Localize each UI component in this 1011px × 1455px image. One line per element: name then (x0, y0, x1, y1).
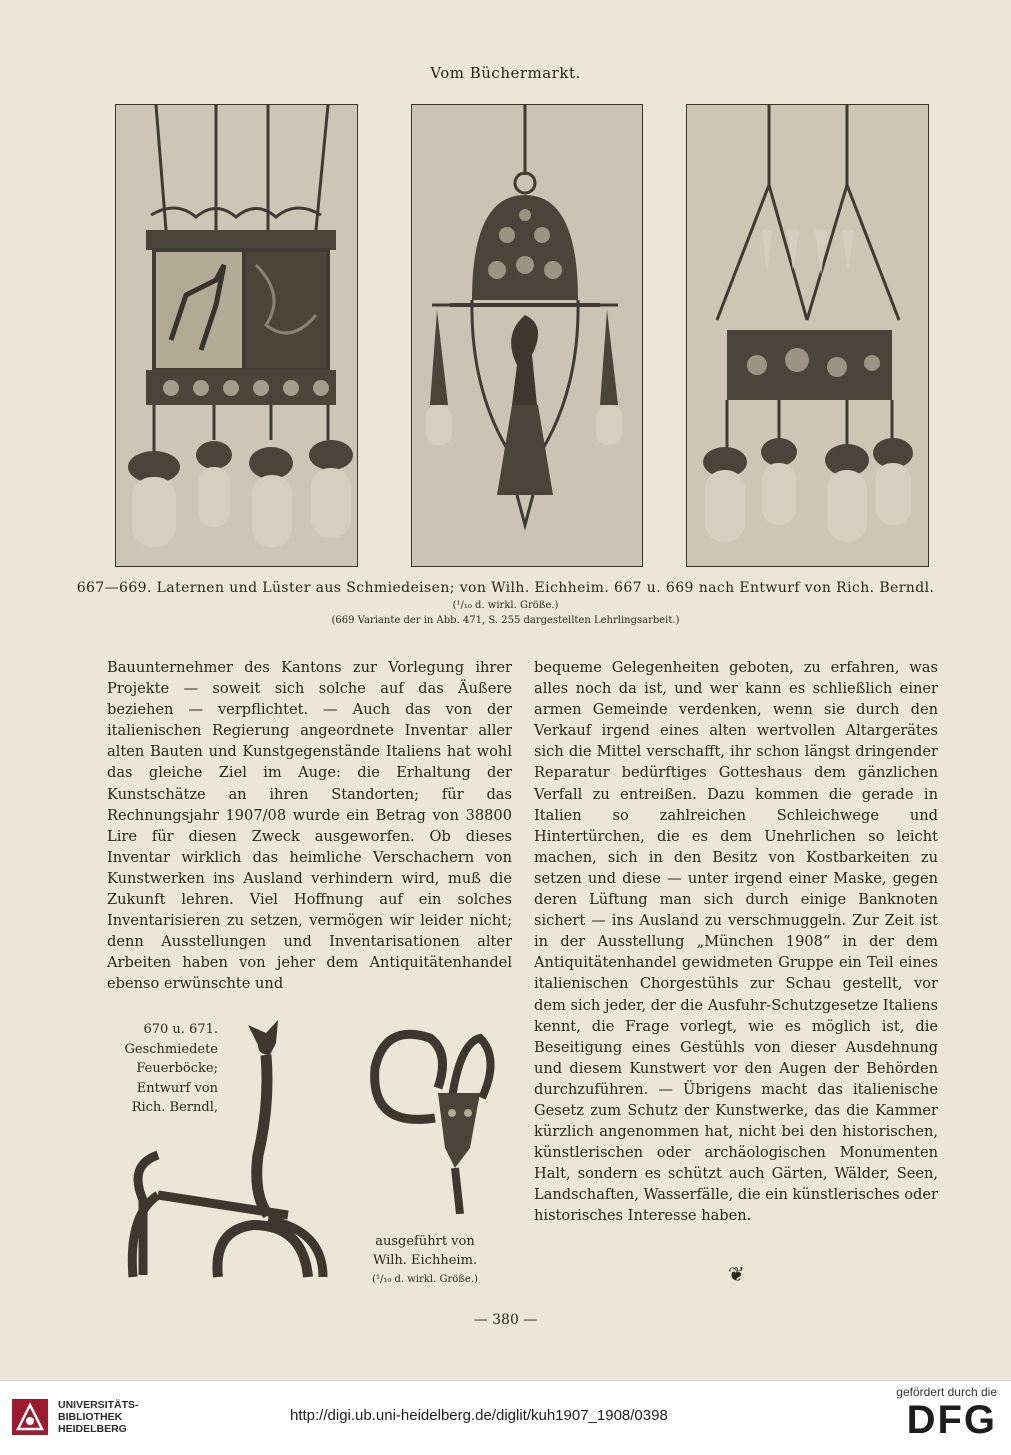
figure-caption-scale: (¹/₁₀ d. wirkl. Größe.) (452, 600, 559, 611)
text-column-right (534, 657, 938, 1227)
caption-line: 670 u. 671. (143, 1022, 218, 1037)
plate-668-pendant (411, 104, 643, 567)
permalink-url[interactable]: http://digi.ub.uni-heidelberg.de/diglit/kuh1907_1908/0398 (290, 1407, 668, 1424)
library-name-line: UNIVERSITÄTS- (58, 1399, 139, 1411)
andiron-rooster-670-icon (118, 1015, 333, 1287)
caption-line: ausgeführt von (375, 1234, 475, 1249)
library-name-line: HEIDELBERG (58, 1423, 127, 1435)
footer-bar (0, 1380, 1011, 1455)
plate-667-lantern (115, 104, 358, 567)
caption-line: Feuerböcke; (136, 1061, 218, 1076)
andiron-ibex-671-icon (360, 1018, 510, 1214)
funding-label: gefördert durch die (896, 1385, 997, 1399)
pendant-lamp-668-icon (412, 105, 642, 566)
fleuron-ornament: ❦ (728, 1262, 745, 1286)
caption-line: Rich. Berndl, (131, 1100, 218, 1115)
paragraph: Bauunternehmer des Kantons zur Vorlegung ihrer Projekte — soweit sich solche auf das Äußere beziehen — verpflichtet. — Auch das von der italienischen Regierung angeordnete Inventar aller alten Bauten und Kunstgegenstände Italiens hat wohl das gleiche Ziel im Auge: die Erhaltung der Kunstschätze an ihren Standorten; für das Rechnungsjahr 1907/08 wurde ein Betrag von 38800 Lire für diesen Zweck ausgeworfen. Ob dieses Inventar wirklich das heimliche Verschachern von Kunstwerken ins Ausland verhindern wird, muß die Zukunft lehren. Viel Hoffnung auf ein solches Inventarisieren zu setzen, vermögen wir leider nicht; denn Ausstellungen und Inventarisationen alter Arbeiten haben von jeher dem Antiquitätenhandel ebenso erwünschte und (107, 659, 512, 993)
figure-caption-main: 667—669. Laternen und Lüster aus Schmiedeisen; von Wilh. Eichheim. 667 u. 669 nach Entwurf von Rich. Berndl. (76, 580, 935, 596)
library-name-line: BIBLIOTHEK (58, 1411, 123, 1423)
figure-caption-note: (669 Variante der in Abb. 471, S. 255 dargestellten Lehrlingsarbeit.) (331, 615, 680, 626)
andiron-671-figure (360, 1018, 510, 1214)
caption-line: Wilh. Eichheim. (372, 1253, 478, 1268)
running-head: Vom Büchermarkt. (430, 64, 581, 82)
university-seal-icon (10, 1397, 50, 1437)
plate-669-chandelier (686, 104, 929, 567)
caption-line: (¹/₁₀ d. wirkl. Größe.) (372, 1274, 478, 1285)
funding-notice[interactable] (896, 1385, 997, 1441)
executed-by-caption (340, 1232, 510, 1289)
text-column-left (107, 657, 512, 995)
lantern-667-icon (116, 105, 357, 566)
caption-line: Geschmiedete (124, 1041, 218, 1057)
dfg-logo: DFG (906, 1398, 997, 1442)
library-name (58, 1399, 139, 1435)
caption-line: Entwurf von (136, 1080, 218, 1096)
chandelier-669-icon (687, 105, 928, 566)
paragraph: bequeme Gelegenheiten geboten, zu erfahren, was alles noch da ist, und wer kann es schließlich einer armen Gemeinde verdenken, wenn sie durch den Verkauf irgend eines alten wertvollen Altargerätes sich die Mittel verschafft, ihr schon längst dringender Reparatur bedürftiges Gotteshaus dem gänzlichen Verfall zu entreißen. Dazu kommen die gerade in Italien so zahlreichen Schleichwege und Hintertürchen, die es dem Unehrlichen so leicht machen, sich in den Besitz von Kostbarkeiten zu setzen und diese — unter irgend einer Maske, gegen deren Lüftung man sich durch einige Banknoten sichert — ins Ausland zu verschmuggeln. Zur Zeit ist in der Ausstellung „München 1908“ in der dem Antiquitätenhandel gewidmeten Gruppe ein Teil eines italienischen Chorgestühls zur Schau gestellt, vor dem sich jeder, der die Ausfuhr-Schutzgesetze Italiens kennt, die Frage vorlegt, wie es möglich ist, die Beseitigung eines Gestühls von dieser Ausdehnung und diesem Kunstwert vor den Augen der Behörden durchzuführen. — Übrigens macht das italienische Gesetz zum Schutz der Kunstwerke, das die Kammer kürzlich angenommen hat, nicht bei den historischen, künstlerischen oder archäologischen Monumenten Halt, sondern es schützt auch Gärten, Wälder, Seen, Landschaften, Wasserfälle, die ein künstlerisches oder historisches Interesse haben. (534, 659, 938, 1225)
page-number: — 380 — (473, 1312, 538, 1328)
andiron-670-figure (118, 1015, 333, 1287)
